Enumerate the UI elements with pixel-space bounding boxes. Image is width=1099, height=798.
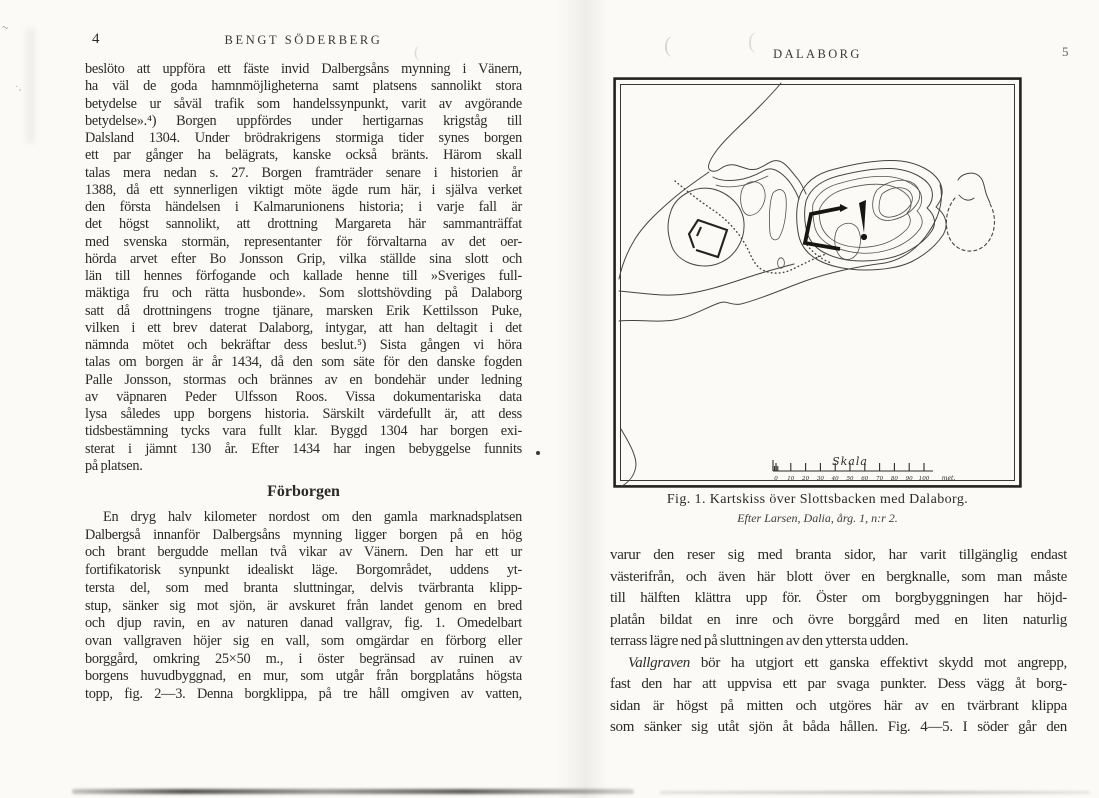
scale-unit: met. <box>941 475 956 482</box>
text-line: tidsbestämning tycks vara fullt klar. Byggd 1304 har borgen exi- <box>85 423 522 440</box>
text-line: hörda arvet efter Bo Jonsson Grip, vilka ställde sina slott och <box>85 250 522 267</box>
text-line: län till hennes förfogande och kallade henne till »Sveriges full- <box>85 268 522 284</box>
map-wall-serif <box>840 204 848 212</box>
scan-edge-mark: ·‚ <box>15 82 22 93</box>
text-line: stup, sänker sig mot sjön, är avskuret från landet genom en bred <box>85 597 522 614</box>
map-west-hill <box>668 188 744 266</box>
scale-tick-label: 30 <box>816 476 824 482</box>
map-island-dashed <box>946 173 994 251</box>
text-line: nämnda mötet och bekräftar dess beslut.⁵) Sista gången vi höra <box>85 337 522 353</box>
right-body-text <box>610 545 1067 739</box>
text-line: med svenska stormän, representanter för förvaltarna av det oer- <box>85 233 522 250</box>
page-gutter-shadow <box>556 0 608 798</box>
scan-bottom-smudge <box>72 789 634 794</box>
map-figure <box>613 77 1022 488</box>
text-line: Vallgraven bör ha utgjort ett ganska effektivt skydd mot angrepp, <box>628 654 1067 671</box>
text-line: lysa således upp borgens historia. Särskilt värdefullt är, att dess <box>85 406 522 422</box>
scan-smudge-paren: ( <box>414 44 420 61</box>
scan-edge-mark: ~ <box>0 21 10 35</box>
figure-outer-border <box>615 79 1021 487</box>
scan-smudge-paren: ( <box>664 32 672 57</box>
text-line: och djup ravin, en av naturen danad vallgrav, fig. 1. Omedelbart <box>85 615 522 632</box>
text-line: fortifikatorisk synpunkt idealiskt läge. Borgområdet, uddens yt- <box>85 562 522 579</box>
text-line: sidan är högst på mitten och utgöres här av en tvärbrant klippa <box>610 697 1067 714</box>
right-page-number: 5 <box>1062 44 1069 59</box>
scale-tick-label: 70 <box>876 476 884 482</box>
scan-smudge-paren: ( <box>748 28 756 53</box>
map-ponds <box>741 182 787 268</box>
text-line: platån bildat en inre och övre borggård med en liten naturlig <box>610 611 1067 628</box>
text-line: topp, fig. 2—3. Denna borgklippa, på tre håll omgiven av vatten, <box>85 686 522 703</box>
text-line: satt då drottningens trogne tjänare, marsken Erik Kettilsson Puke, <box>85 302 522 319</box>
map-dotted-path <box>675 181 826 273</box>
map-forborg-rampart <box>689 220 727 257</box>
map-scale-bar <box>773 455 955 482</box>
text-line: och brant bergudde mellan två vikar av Vänern. Den har ett ur <box>85 544 522 561</box>
text-line: varur den reser sig med branta sidor, har varit tillgänglig endast <box>610 547 1067 563</box>
text-line: Palle Jonsson, stormas och brännes av en bondehär under ledning <box>85 371 522 388</box>
text-line: terrass lägre ned på sluttningen av den yttersta udden. <box>610 633 909 650</box>
text-line: betydelse».⁴) Borgen uppfördes under hertigarnas krigståg till <box>85 112 522 129</box>
figure-credit: Efter Larsen, Dalia, årg. 1, n:r 2. <box>737 511 898 525</box>
scale-tick-label: 100 <box>918 476 930 482</box>
section-heading: Förborgen <box>267 483 340 500</box>
scan-edge-streak <box>26 28 35 143</box>
scale-tick-label: 40 <box>831 476 839 482</box>
left-page-number: 4 <box>92 31 100 47</box>
text-line: betydelse ur såväl trafik som handelssynpunkt, varit av avgörande <box>85 95 522 112</box>
text-line: borgens huvudbyggnad, en mur, som utgår från borgplatåns högsta <box>85 668 522 685</box>
text-line: mäktiga fru och rätta husbonde». Som slottshövding på Dalaborg <box>85 285 522 302</box>
text-line: fast den har att uppvisa ett par svaga punkter. Dess vägg åt borg- <box>610 676 1067 693</box>
scale-tick-label: 60 <box>861 476 869 482</box>
right-running-header: DALABORG <box>773 47 862 61</box>
text-line: som sänker sig utåt sjön åt båda hållen. Fig. 4—5. I söder går den <box>610 719 1067 736</box>
text-line: ha väl de goda hamnmöjligheterna samt platsens sannolikt stora <box>85 78 522 95</box>
scale-tick-label: 50 <box>846 476 854 482</box>
map-castle-contours <box>797 160 946 270</box>
ink-speck <box>536 451 540 455</box>
text-line: En dryg halv kilometer nordost om den gamla marknadsplatsen <box>103 509 522 525</box>
text-line: till hälften klättra upp för. Öster om borgbyggningen har höjd- <box>610 590 1067 607</box>
scan-bottom-smudge <box>660 791 1090 794</box>
figure-inner-border <box>621 85 1015 481</box>
scale-title: Skala <box>832 455 868 468</box>
text-line: västerifrån, och även här blott över en bergknalle, som man måste <box>610 568 1067 585</box>
scale-tick-label: 90 <box>905 476 913 482</box>
map-forborg-rampart-inner <box>697 227 701 236</box>
text-line: beslöto att uppföra ett fäste invid Dalbergsåns mynning i Vänern, <box>85 61 522 77</box>
left-paragraph-1 <box>85 61 522 475</box>
map-coastline <box>619 83 941 486</box>
text-line: borggård, omkring 25×50 m., i öster begränsad av ruinen av <box>85 650 522 667</box>
text-line: på platsen. <box>85 457 143 474</box>
text-line: Dalsland 1304. Under brödrakrigens stormiga tider synes borgen <box>85 130 522 146</box>
text-line: av väpnaren Peder Ulfsson Roos. Vissa dokumentariska data <box>85 388 522 405</box>
figure-caption: Fig. 1. Kartskiss över Slottsbacken med Dalaborg. <box>666 492 969 507</box>
left-paragraph-2 <box>85 509 522 704</box>
scale-tick-label: 0 <box>774 476 778 482</box>
text-line: den första händelsen i Kalmarunionens historia; i varje fall är <box>85 199 522 215</box>
map-keep-dot <box>861 234 867 240</box>
text-line: sterat i jämnt 130 år. Efter 1434 har ingen bebyggelse funnits <box>85 440 522 457</box>
text-line: ovan vallgraven höjer sig en vall, som omgärdar en förborg eller <box>85 632 522 649</box>
text-line: Dalbergså innanför Dalbergsåns mynning ligger borgen på en hög <box>85 526 522 543</box>
scale-tick-label: 10 <box>787 476 795 482</box>
text-line: vilken i ett brev daterat Dalaborg, intygar, att han deltagit i det <box>85 319 522 336</box>
text-line: ett par gånger ha belägrats, kanske också bränts. Härom skall <box>85 147 522 164</box>
text-line: 1388, då ett synnerligen viktigt möte ägde rum här, i själva verket <box>85 181 522 198</box>
scale-tick-label: 20 <box>802 476 810 482</box>
scale-tick-label: 80 <box>890 476 898 482</box>
text-line: talas mera nedan s. 27. Borgen framträder senare i historien år <box>85 164 522 181</box>
map-keep-mark <box>859 200 866 233</box>
left-running-header: BENGT SÖDERBERG <box>224 33 383 47</box>
text-line: talas om borgen är år 1434, då den som säte för den danske fogden <box>85 354 522 371</box>
text-line: det högst sannolikt, att drottning Margareta här sammanträffat <box>85 216 522 233</box>
text-line: tersta del, som med branta sluttningar, delvis tvärbranta klipp- <box>85 579 522 596</box>
